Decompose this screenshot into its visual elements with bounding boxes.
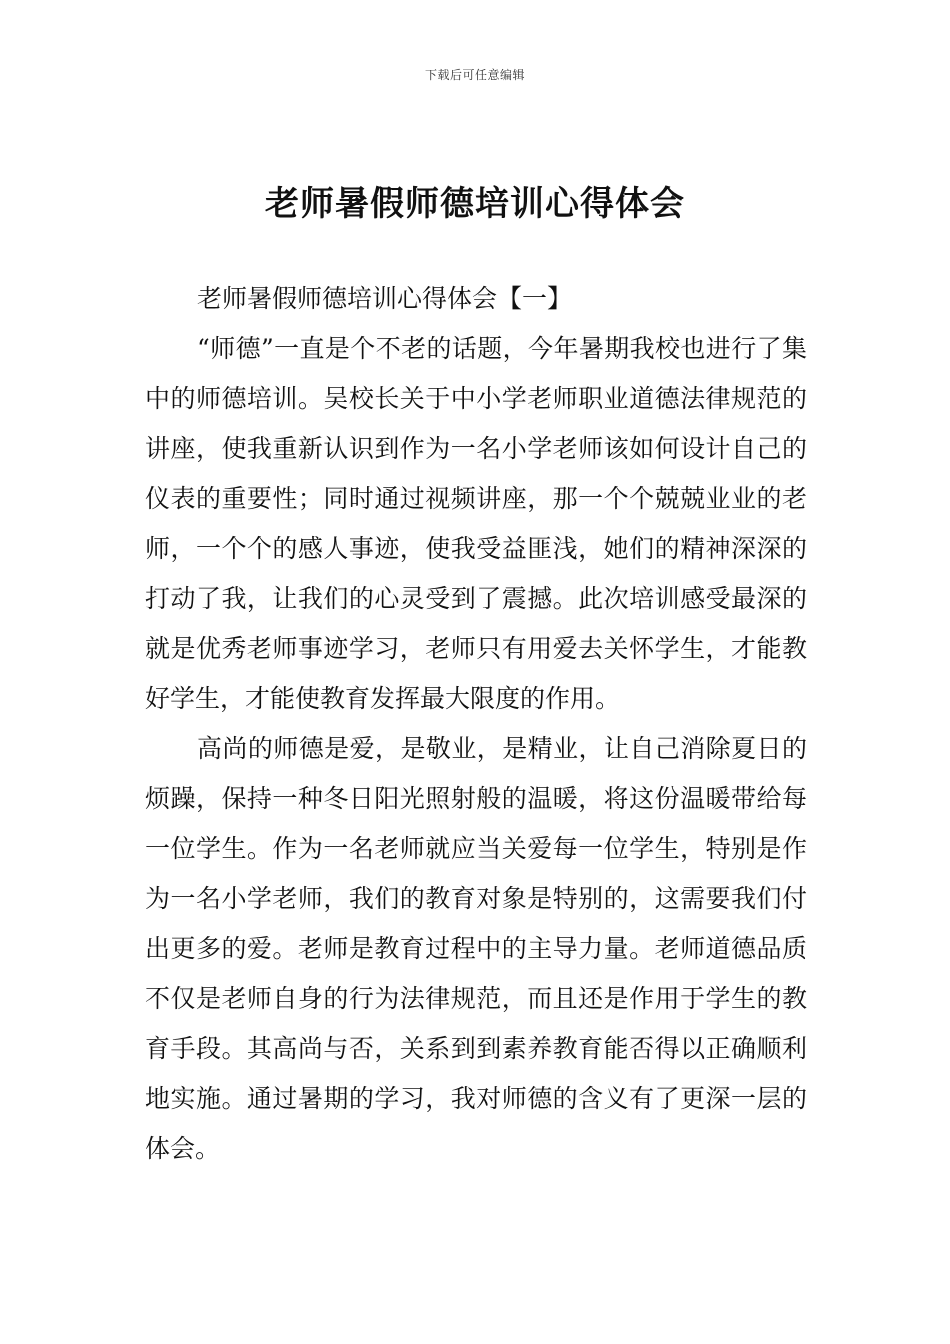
- document-body: [145, 274, 807, 1174]
- document-title: 老师暑假师德培训心得体会: [265, 184, 685, 224]
- paragraph-2: 高尚的师德是爱，是敬业，是精业，让自己消除夏日的烦躁，保持一种冬日阳光照射般的温暖，将这份温暖带给每一位学生。作为一名老师就应当关爱每一位学生，特别是作为一名小学老师，我们的教育对象是特别的，这需要我们付出更多的爱。老师是教育过程中的主导力量。老师道德品质不仅是老师自身的行为法律规范，而且还是作用于学生的教育手段。其高尚与否，关系到到素养教育能否得以正确顺利地实施。通过暑期的学习，我对师德的含义有了更深一层的体会。: [145, 734, 807, 1163]
- section-heading: 老师暑假师德培训心得体会【一】: [197, 284, 573, 313]
- header-note: 下载后可任意编辑: [424, 68, 525, 82]
- paragraph-1: “师德”一直是个不老的话题，今年暑期我校也进行了集中的师德培训。吴校长关于中小学老师职业道德法律规范的讲座，使我重新认识到作为一名小学老师该如何设计自己的仪表的重要性；同时通过视频讲座，那一个个兢兢业业的老师，一个个的感人事迹，使我受益匪浅，她们的精神深深的打动了我，让我们的心灵受到了震撼。此次培训感受最深的就是优秀老师事迹学习，老师只有用爱去关怀学生，才能教好学生，才能使教育发挥最大限度的作用。: [145, 334, 807, 713]
